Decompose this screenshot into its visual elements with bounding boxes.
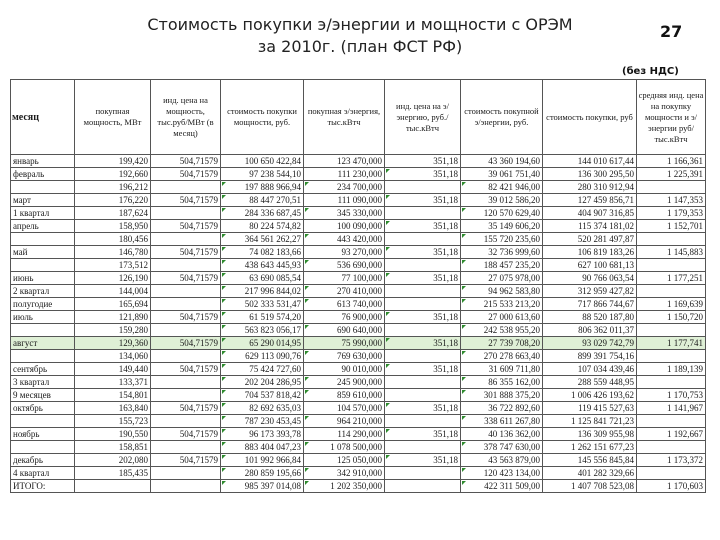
table-cell xyxy=(75,480,151,493)
table-cell: 190,550 xyxy=(75,428,151,441)
table-cell: 96 173 393,78 xyxy=(221,428,304,441)
month-cell: 9 месяцев xyxy=(11,389,75,402)
table-cell: 144,004 xyxy=(75,285,151,298)
header-cell: месяц xyxy=(11,80,75,155)
table-cell: 196,212 xyxy=(75,181,151,194)
table-cell xyxy=(151,233,221,246)
table-cell: 1 152,701 xyxy=(637,220,706,233)
table-cell: 202 204 286,95 xyxy=(221,376,304,389)
table-row xyxy=(11,181,706,194)
table-cell xyxy=(385,441,461,454)
table-cell: 27 000 613,60 xyxy=(461,311,543,324)
month-cell: июнь xyxy=(11,272,75,285)
month-cell: март xyxy=(11,194,75,207)
table-cell: 288 559 448,95 xyxy=(543,376,637,389)
table-cell: 1 006 426 193,62 xyxy=(543,389,637,402)
table-row xyxy=(11,467,706,480)
table-row xyxy=(11,363,706,376)
table-cell: 27 075 978,00 xyxy=(461,272,543,285)
header-cell: стоимость покупки, руб xyxy=(543,80,637,155)
table-cell: 351,18 xyxy=(385,155,461,168)
month-cell: 2 квартал xyxy=(11,285,75,298)
table-cell: 1 166,361 xyxy=(637,155,706,168)
table-cell: 61 519 574,20 xyxy=(221,311,304,324)
table-cell: 351,18 xyxy=(385,454,461,467)
table-cell: 127 459 856,71 xyxy=(543,194,637,207)
table-cell: 1 150,720 xyxy=(637,311,706,324)
table-cell: 39 012 586,20 xyxy=(461,194,543,207)
table-cell: 136 309 955,98 xyxy=(543,428,637,441)
table-cell xyxy=(151,480,221,493)
month-cell: февраль xyxy=(11,168,75,181)
table-cell: 1 179,353 xyxy=(637,207,706,220)
table-cell: 188 457 235,20 xyxy=(461,259,543,272)
table-cell xyxy=(637,324,706,337)
table-cell: 1 170,603 xyxy=(637,480,706,493)
table-cell: 502 333 531,47 xyxy=(221,298,304,311)
table-row xyxy=(11,389,706,402)
table-cell: 111 230,000 xyxy=(304,168,385,181)
table-row xyxy=(11,415,706,428)
table-cell: 197 888 966,94 xyxy=(221,181,304,194)
table-cell: 504,71579 xyxy=(151,402,221,415)
month-cell: 1 квартал xyxy=(11,207,75,220)
month-cell: июль xyxy=(11,311,75,324)
table-cell: 145 556 845,84 xyxy=(543,454,637,467)
table-cell: 101 992 966,84 xyxy=(221,454,304,467)
table-cell: 345 330,000 xyxy=(304,207,385,220)
table-cell: 1 078 500,000 xyxy=(304,441,385,454)
table-cell: 536 690,000 xyxy=(304,259,385,272)
table-cell: 90 010,000 xyxy=(304,363,385,376)
table-cell: 82 421 946,00 xyxy=(461,181,543,194)
table-cell: 351,18 xyxy=(385,428,461,441)
table-cell xyxy=(151,324,221,337)
table-cell xyxy=(385,415,461,428)
table-cell: 80 224 574,82 xyxy=(221,220,304,233)
table-cell xyxy=(637,350,706,363)
table-cell: 504,71579 xyxy=(151,168,221,181)
table-cell: 75 990,000 xyxy=(304,337,385,350)
table-cell: 1 125 841 721,23 xyxy=(543,415,637,428)
table-cell: 563 823 056,17 xyxy=(221,324,304,337)
table-cell: 125 050,000 xyxy=(304,454,385,467)
table-row xyxy=(11,194,706,207)
table-cell: 65 290 014,95 xyxy=(221,337,304,350)
table-cell: 1 192,667 xyxy=(637,428,706,441)
table-cell: 629 113 090,76 xyxy=(221,350,304,363)
table-row xyxy=(11,311,706,324)
table-row xyxy=(11,298,706,311)
slide-number: 27 xyxy=(660,22,683,41)
table-cell: 75 424 727,60 xyxy=(221,363,304,376)
table-cell xyxy=(637,181,706,194)
month-cell: ИТОГО: xyxy=(11,480,75,493)
table-cell xyxy=(637,441,706,454)
header-cell: покупная мощность, МВт xyxy=(75,80,151,155)
table-cell: 199,420 xyxy=(75,155,151,168)
table-cell: 217 996 844,02 xyxy=(221,285,304,298)
table-cell: 120 570 629,40 xyxy=(461,207,543,220)
header-cell: стоимость покупки мощности, руб. xyxy=(221,80,304,155)
table-cell: 158,851 xyxy=(75,441,151,454)
data-table xyxy=(10,79,706,493)
table-cell: 77 100,000 xyxy=(304,272,385,285)
table-cell: 187,624 xyxy=(75,207,151,220)
table-cell: 787 230 453,45 xyxy=(221,415,304,428)
table-cell: 351,18 xyxy=(385,194,461,207)
table-cell: 1 262 151 677,23 xyxy=(543,441,637,454)
table-cell: 63 690 085,54 xyxy=(221,272,304,285)
table-cell xyxy=(385,324,461,337)
table-cell: 180,456 xyxy=(75,233,151,246)
table-cell xyxy=(385,298,461,311)
table-cell: 985 397 014,08 xyxy=(221,480,304,493)
table-cell: 32 736 999,60 xyxy=(461,246,543,259)
table-cell: 43 360 194,60 xyxy=(461,155,543,168)
table-cell: 270 278 663,40 xyxy=(461,350,543,363)
table-cell: 192,660 xyxy=(75,168,151,181)
table-cell: 301 888 375,20 xyxy=(461,389,543,402)
table-cell: 185,435 xyxy=(75,467,151,480)
table-cell: 859 610,000 xyxy=(304,389,385,402)
table-row xyxy=(11,272,706,285)
table-row xyxy=(11,376,706,389)
table-cell: 351,18 xyxy=(385,246,461,259)
table-cell xyxy=(637,467,706,480)
month-cell xyxy=(11,324,75,337)
table-cell: 351,18 xyxy=(385,363,461,376)
table-cell: 1 225,391 xyxy=(637,168,706,181)
table-cell xyxy=(385,480,461,493)
table-cell: 76 900,000 xyxy=(304,311,385,324)
table-cell: 438 643 445,93 xyxy=(221,259,304,272)
table-cell xyxy=(637,376,706,389)
table-cell: 769 630,000 xyxy=(304,350,385,363)
table-body xyxy=(11,155,706,493)
table-cell xyxy=(637,285,706,298)
table-cell xyxy=(151,207,221,220)
month-cell xyxy=(11,181,75,194)
table-cell: 88 447 270,51 xyxy=(221,194,304,207)
table-cell: 126,190 xyxy=(75,272,151,285)
table-cell: 202,080 xyxy=(75,454,151,467)
table-cell: 158,950 xyxy=(75,220,151,233)
table-cell: 613 740,000 xyxy=(304,298,385,311)
table-cell xyxy=(151,415,221,428)
table-cell: 111 090,000 xyxy=(304,194,385,207)
table-cell: 1 407 708 523,08 xyxy=(543,480,637,493)
header-row xyxy=(11,80,706,155)
table-cell: 159,280 xyxy=(75,324,151,337)
table-cell xyxy=(151,441,221,454)
table-cell xyxy=(385,233,461,246)
table-row xyxy=(11,285,706,298)
table-cell: 88 520 187,80 xyxy=(543,311,637,324)
table-cell: 115 374 181,02 xyxy=(543,220,637,233)
table-cell: 690 640,000 xyxy=(304,324,385,337)
month-cell: май xyxy=(11,246,75,259)
table-cell: 404 907 316,85 xyxy=(543,207,637,220)
table-cell: 119 415 527,63 xyxy=(543,402,637,415)
table-cell: 129,360 xyxy=(75,337,151,350)
table-cell: 154,801 xyxy=(75,389,151,402)
table-cell: 364 561 262,27 xyxy=(221,233,304,246)
table-cell: 86 355 162,00 xyxy=(461,376,543,389)
table-cell: 82 692 635,03 xyxy=(221,402,304,415)
table-cell: 504,71579 xyxy=(151,272,221,285)
table-cell: 351,18 xyxy=(385,311,461,324)
table-cell xyxy=(385,181,461,194)
table-row xyxy=(11,168,706,181)
table-cell: 90 766 063,54 xyxy=(543,272,637,285)
table-cell: 443 420,000 xyxy=(304,233,385,246)
table-row xyxy=(11,233,706,246)
table-cell: 144 010 617,44 xyxy=(543,155,637,168)
table-cell: 627 100 681,13 xyxy=(543,259,637,272)
table-cell: 504,71579 xyxy=(151,428,221,441)
month-cell: полугодие xyxy=(11,298,75,311)
table-cell: 234 700,000 xyxy=(304,181,385,194)
table-cell xyxy=(385,259,461,272)
table-cell xyxy=(151,376,221,389)
month-cell xyxy=(11,441,75,454)
month-cell: октябрь xyxy=(11,402,75,415)
table-cell: 165,694 xyxy=(75,298,151,311)
table-cell: 964 210,000 xyxy=(304,415,385,428)
table-cell: 504,71579 xyxy=(151,220,221,233)
table-cell: 1 173,372 xyxy=(637,454,706,467)
table-cell: 1 170,753 xyxy=(637,389,706,402)
header-cell: покупная э/энергия, тыс.кВтч xyxy=(304,80,385,155)
table-cell: 504,71579 xyxy=(151,454,221,467)
table-cell: 155 720 235,60 xyxy=(461,233,543,246)
table-cell: 883 404 047,23 xyxy=(221,441,304,454)
month-cell: ноябрь xyxy=(11,428,75,441)
table-cell: 1 169,639 xyxy=(637,298,706,311)
table-cell xyxy=(151,285,221,298)
header-cell: инд. цена на мощность, тыс.руб/МВт (в месяц) xyxy=(151,80,221,155)
table-cell: 1 177,741 xyxy=(637,337,706,350)
table-cell xyxy=(151,181,221,194)
table-cell: 312 959 427,82 xyxy=(543,285,637,298)
table-row xyxy=(11,155,706,168)
table-cell: 806 362 011,37 xyxy=(543,324,637,337)
table-cell: 1 189,139 xyxy=(637,363,706,376)
table-cell: 104 570,000 xyxy=(304,402,385,415)
table-cell: 504,71579 xyxy=(151,363,221,376)
table-row xyxy=(11,454,706,467)
table-cell: 422 311 509,00 xyxy=(461,480,543,493)
table-cell: 504,71579 xyxy=(151,246,221,259)
table-cell: 899 391 754,16 xyxy=(543,350,637,363)
table-cell xyxy=(385,467,461,480)
table-cell xyxy=(151,467,221,480)
title-line-2: за 2010г. (план ФСТ РФ) xyxy=(257,37,463,56)
table-cell xyxy=(385,285,461,298)
table-cell xyxy=(637,233,706,246)
table-cell: 136 300 295,50 xyxy=(543,168,637,181)
table-cell: 97 238 544,10 xyxy=(221,168,304,181)
table-cell: 245 900,000 xyxy=(304,376,385,389)
table-cell: 40 136 362,00 xyxy=(461,428,543,441)
month-cell xyxy=(11,415,75,428)
table-cell: 100 650 422,84 xyxy=(221,155,304,168)
table-cell xyxy=(151,350,221,363)
table-cell: 351,18 xyxy=(385,337,461,350)
table-cell: 120 423 134,00 xyxy=(461,467,543,480)
table-cell: 704 537 818,42 xyxy=(221,389,304,402)
month-cell: 3 квартал xyxy=(11,376,75,389)
table-cell: 338 611 267,80 xyxy=(461,415,543,428)
table-cell: 520 281 497,87 xyxy=(543,233,637,246)
table-cell: 106 819 183,26 xyxy=(543,246,637,259)
month-cell xyxy=(11,259,75,272)
table-cell xyxy=(151,259,221,272)
data-table-container xyxy=(10,79,705,493)
table-cell xyxy=(151,298,221,311)
table-row xyxy=(11,324,706,337)
table-cell: 100 090,000 xyxy=(304,220,385,233)
table-cell: 155,723 xyxy=(75,415,151,428)
slide-title xyxy=(100,14,620,58)
table-cell: 1 141,967 xyxy=(637,402,706,415)
table-cell: 242 538 955,20 xyxy=(461,324,543,337)
month-cell: апрель xyxy=(11,220,75,233)
table-cell: 1 177,251 xyxy=(637,272,706,285)
table-cell xyxy=(385,207,461,220)
table-cell: 270 410,000 xyxy=(304,285,385,298)
table-cell: 1 202 350,000 xyxy=(304,480,385,493)
month-cell: январь xyxy=(11,155,75,168)
table-cell: 717 866 744,67 xyxy=(543,298,637,311)
table-cell: 93 029 742,79 xyxy=(543,337,637,350)
table-cell: 36 722 892,60 xyxy=(461,402,543,415)
table-row xyxy=(11,480,706,493)
table-row xyxy=(11,428,706,441)
month-cell: 4 квартал xyxy=(11,467,75,480)
table-cell: 504,71579 xyxy=(151,311,221,324)
table-cell xyxy=(385,376,461,389)
table-cell: 215 533 213,20 xyxy=(461,298,543,311)
table-cell: 114 290,000 xyxy=(304,428,385,441)
month-cell: декабрь xyxy=(11,454,75,467)
table-row xyxy=(11,246,706,259)
table-cell: 284 336 687,45 xyxy=(221,207,304,220)
table-cell: 173,512 xyxy=(75,259,151,272)
table-cell: 94 962 583,80 xyxy=(461,285,543,298)
table-cell: 401 282 329,66 xyxy=(543,467,637,480)
table-cell: 504,71579 xyxy=(151,194,221,207)
table-cell: 378 747 630,00 xyxy=(461,441,543,454)
table-cell: 351,18 xyxy=(385,168,461,181)
table-cell: 280 310 912,94 xyxy=(543,181,637,194)
table-cell: 351,18 xyxy=(385,220,461,233)
header-cell: инд. цена на э/энергию, руб./тыс.кВтч xyxy=(385,80,461,155)
table-cell: 176,220 xyxy=(75,194,151,207)
header-cell: средняя инд. цена на покупку мощности и э/энергии руб/тыс.кВтч xyxy=(637,80,706,155)
table-cell: 121,890 xyxy=(75,311,151,324)
table-cell: 504,71579 xyxy=(151,155,221,168)
table-cell: 149,440 xyxy=(75,363,151,376)
title-line-1: Стоимость покупки э/энергии и мощности с ОРЭМ xyxy=(147,15,573,34)
table-row xyxy=(11,402,706,415)
month-cell: сентябрь xyxy=(11,363,75,376)
table-cell: 31 609 711,80 xyxy=(461,363,543,376)
table-cell: 1 147,353 xyxy=(637,194,706,207)
table-cell: 342 910,000 xyxy=(304,467,385,480)
table-cell: 43 563 879,00 xyxy=(461,454,543,467)
table-row xyxy=(11,337,706,350)
table-cell xyxy=(637,259,706,272)
table-row xyxy=(11,441,706,454)
table-cell: 93 270,000 xyxy=(304,246,385,259)
month-cell: август xyxy=(11,337,75,350)
table-cell: 133,371 xyxy=(75,376,151,389)
table-row xyxy=(11,259,706,272)
month-cell xyxy=(11,350,75,363)
table-cell xyxy=(385,350,461,363)
table-row xyxy=(11,220,706,233)
header-cell: стоимость покупной э/энергии, руб. xyxy=(461,80,543,155)
table-cell: 27 739 708,20 xyxy=(461,337,543,350)
table-row xyxy=(11,207,706,220)
table-cell: 351,18 xyxy=(385,402,461,415)
table-cell: 134,060 xyxy=(75,350,151,363)
table-cell: 146,780 xyxy=(75,246,151,259)
table-cell xyxy=(385,389,461,402)
table-cell xyxy=(637,415,706,428)
table-row xyxy=(11,350,706,363)
table-cell: 123 470,000 xyxy=(304,155,385,168)
month-cell xyxy=(11,233,75,246)
table-cell xyxy=(151,389,221,402)
table-cell: 280 859 195,66 xyxy=(221,467,304,480)
table-cell: 35 149 606,20 xyxy=(461,220,543,233)
table-cell: 1 145,883 xyxy=(637,246,706,259)
table-cell: 163,840 xyxy=(75,402,151,415)
table-cell: 504,71579 xyxy=(151,337,221,350)
vat-note: (без НДС) xyxy=(622,66,679,77)
table-cell: 39 061 751,40 xyxy=(461,168,543,181)
table-cell: 74 082 183,66 xyxy=(221,246,304,259)
table-cell: 351,18 xyxy=(385,272,461,285)
table-cell: 107 034 439,46 xyxy=(543,363,637,376)
